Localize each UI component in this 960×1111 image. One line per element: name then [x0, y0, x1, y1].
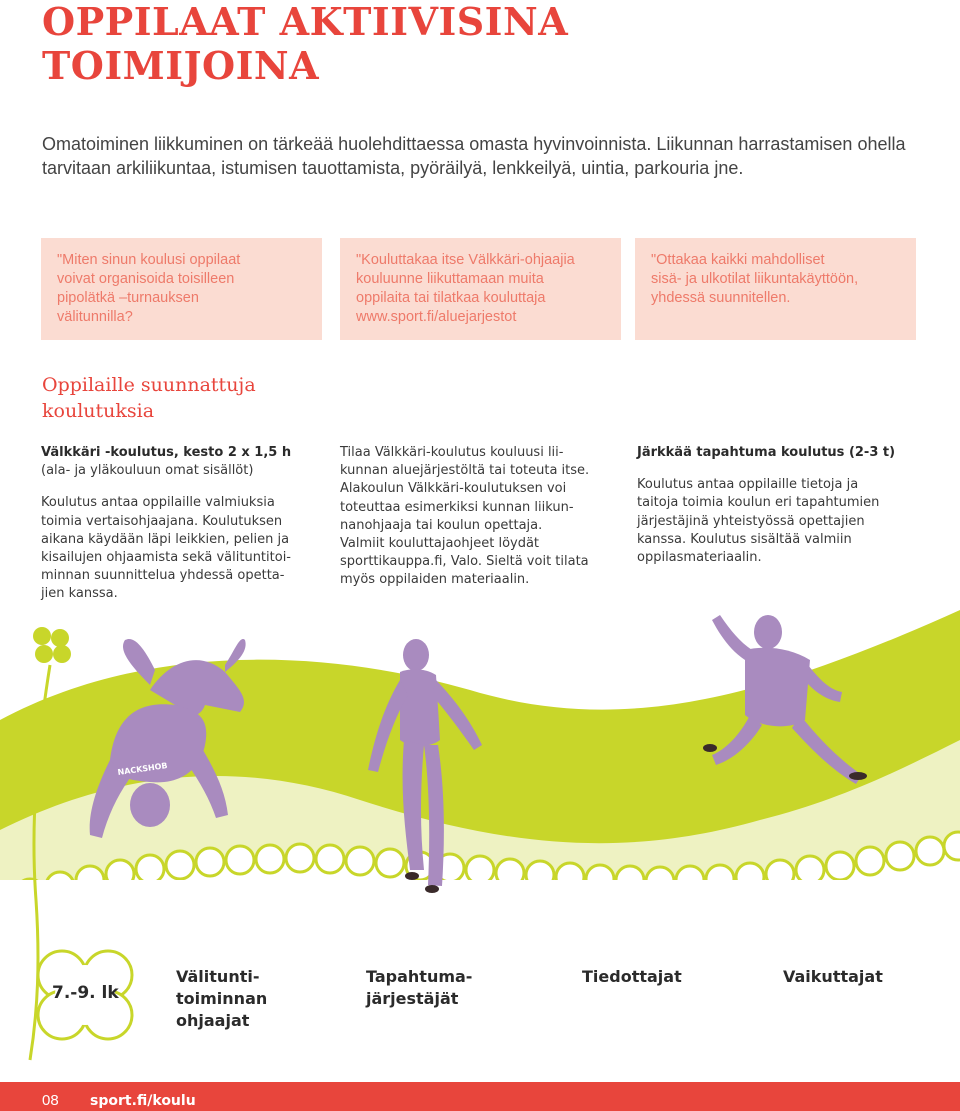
role-line: järjestäjät [366, 989, 459, 1008]
column-subheading: (ala- ja yläkouluun omat sisällöt) [41, 463, 254, 479]
body-line: myös oppilaiden materiaalin. [340, 572, 530, 588]
shirt-text: NACKSHOB [117, 761, 169, 777]
quote-link[interactable]: www.sport.fi/aluejarjestot [356, 309, 517, 325]
body-line: kunnan aluejärjestöltä tai toteuta itse. [340, 463, 590, 479]
body-line: kisailujen ohjaamista sekä välituntitoi- [41, 550, 291, 566]
role-line: Vaikuttajat [783, 967, 883, 986]
body-line: toimia vertaisohjaajana. Koulutuksen [41, 513, 283, 529]
title-line: TOIMIJOINA [42, 43, 320, 88]
column-body [41, 494, 326, 603]
quote-line: voivat organisoida toisilleen [57, 271, 235, 287]
quote-line: kouluunne liikuttamaan muita [356, 271, 544, 287]
illustration [0, 600, 960, 1080]
column-body [637, 476, 927, 567]
clover-icon [33, 627, 71, 663]
body-line: sporttikauppa.fi, Valo. Sieltä voit tilata [340, 554, 589, 570]
quote-line: "Miten sinun koulusi oppilaat [57, 252, 241, 268]
subtitle-line: Oppilaille suunnattuja [42, 374, 256, 396]
body-line: järjestäjinä yhteistyössä opettajien [637, 513, 865, 529]
quote-line: sisä- ja ulkotilat liikuntakäyttöön, [651, 271, 859, 287]
title-line: OPPILAAT AKTIIVISINA [42, 0, 569, 44]
subtitle-line: koulutuksia [42, 400, 155, 422]
page-number: 08 [42, 1092, 59, 1109]
body-line: Koulutus antaa oppilaille valmiuksia [41, 495, 275, 511]
section-subtitle [42, 372, 342, 424]
role-label [176, 966, 267, 1032]
role-line: Välitunti- [176, 967, 260, 986]
body-line: nanohjaaja tai koulun opettaja. [340, 517, 543, 533]
body-line: Alakoulun Välkkäri-koulutuksen voi [340, 481, 567, 497]
role-line: Tapahtuma- [366, 967, 473, 986]
column-body [340, 444, 625, 590]
quote-line: "Ottakaa kaikki mahdolliset [651, 252, 825, 268]
quote-line: oppilaita tai tilatkaa kouluttaja [356, 290, 546, 306]
quote-line: pipolätkä –turnauksen [57, 290, 199, 306]
body-line: Valmiit kouluttajaohjeet löydät [340, 536, 540, 552]
column-heading: Järkkää tapahtuma koulutus (2-3 t) [637, 445, 896, 460]
quote-box [635, 238, 916, 340]
quote-box [41, 238, 322, 340]
column-heading: Välkkäri -koulutus, kesto 2 x 1,5 h [41, 445, 292, 460]
body-line: toteuttaa esimerkiksi kunnan liikun- [340, 499, 574, 515]
body-line: kanssa. Koulutus sisältää valmiin [637, 531, 852, 547]
grade-label: 7.-9. lk [52, 983, 119, 1003]
role-line: Tiedottajat [582, 967, 682, 986]
body-line: oppilasmateriaalin. [637, 550, 762, 566]
role-line: ohjaajat [176, 1011, 250, 1030]
body-line: taitoja toimia koulun eri tapahtumien [637, 495, 880, 511]
intro-paragraph: Omatoiminen liikkuminen on tärkeää huolehdittaessa omasta hyvinvoinnista. Liikunnan harrastamisen ohella tarvitaan arkiliikuntaa, istumisen tauottamista, pyöräilyä, lenkkeilyä, uintia, parkouria jne. [42, 134, 906, 178]
training-column-order [340, 444, 625, 590]
quote-line: yhdessä suunnitellen. [651, 290, 791, 306]
role-line: toiminnan [176, 989, 268, 1008]
body-line: minnan suunnittelua yhdessä opetta- [41, 568, 285, 584]
quote-line: "Kouluttakaa itse Välkkäri-ohjaajia [356, 252, 575, 268]
role-label [783, 966, 883, 988]
role-label [366, 966, 472, 1010]
quote-line: välitunnilla? [57, 309, 133, 325]
training-column-event [637, 444, 927, 567]
body-line: Tilaa Välkkäri-koulutus kouluusi lii- [340, 445, 564, 460]
page-title [42, 0, 742, 88]
footer-link[interactable]: sport.fi/koulu [90, 1093, 196, 1109]
role-label [582, 966, 682, 988]
training-column-valkkari [41, 444, 326, 604]
body-line: jien kanssa. [41, 586, 118, 602]
quote-box [340, 238, 621, 340]
body-line: aikana käydään läpi leikkien, pelien ja [41, 531, 290, 547]
body-line: Koulutus antaa oppilaille tietoja ja [637, 477, 859, 493]
